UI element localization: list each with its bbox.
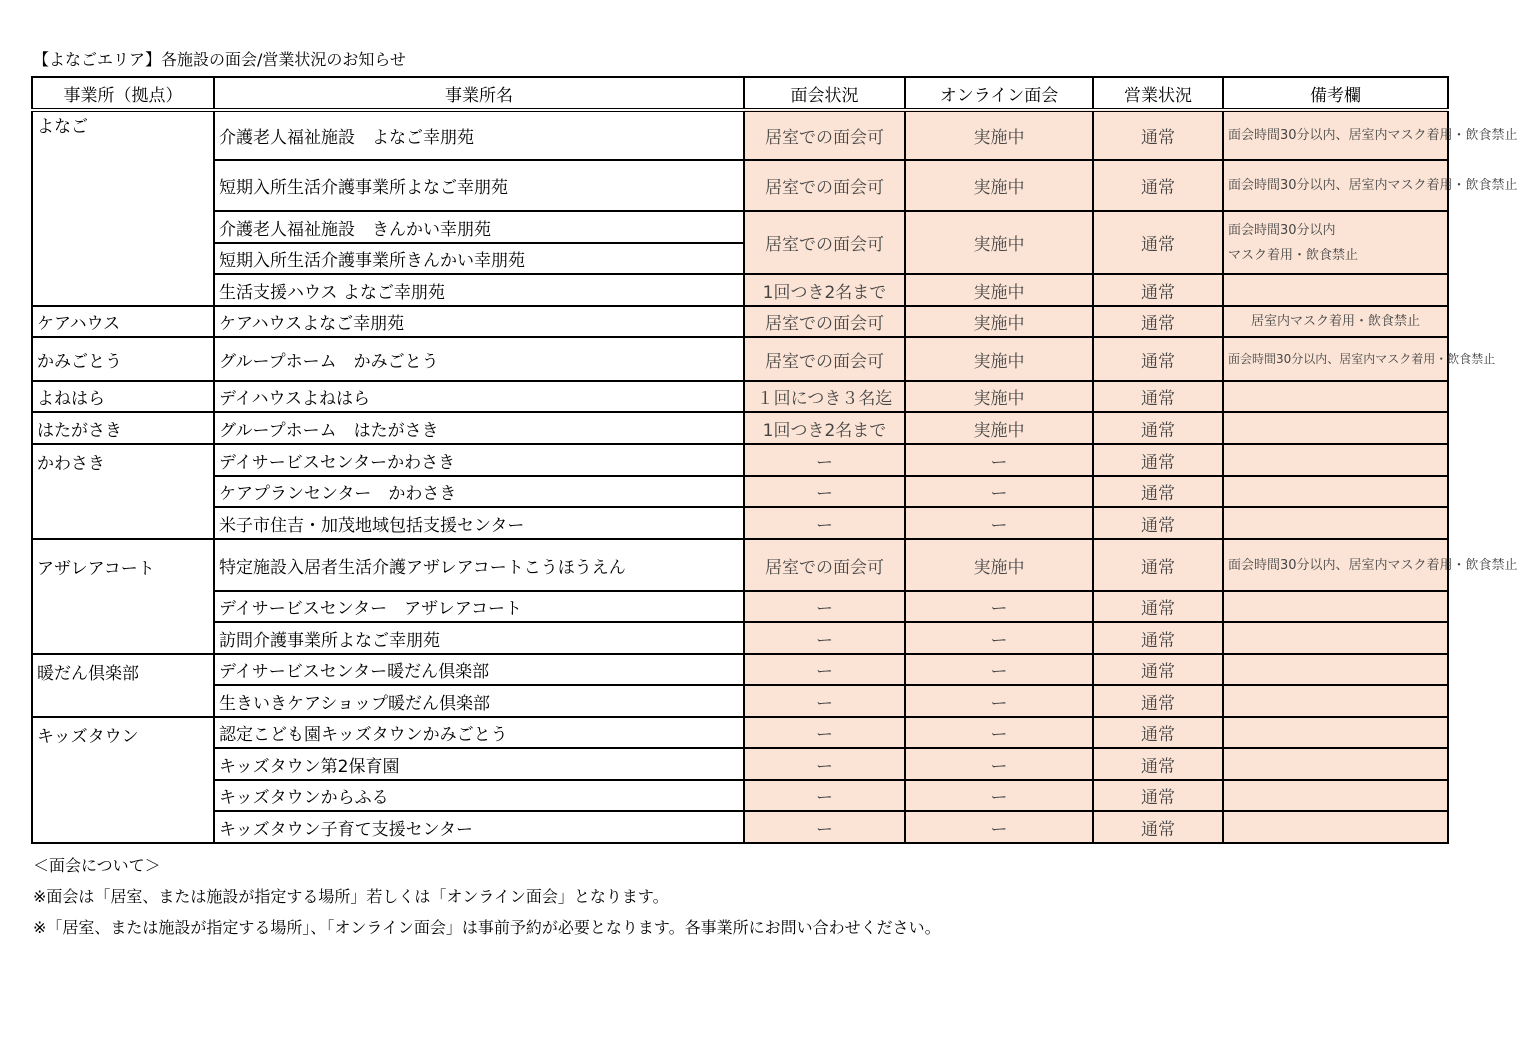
business-cell: 通常 [1093, 685, 1223, 717]
business-cell: 通常 [1093, 476, 1223, 507]
base-cell: よなご [32, 110, 214, 306]
notes-line: ※面会は「居室、または施設が指定する場所」若しくは「オンライン面会」となります。 [33, 887, 669, 906]
remarks-cell: 面会時間30分以内、居室内マスク着用・飲食禁止 [1223, 539, 1448, 591]
table-row [32, 306, 1448, 337]
table-row [32, 110, 1448, 160]
facility-cell: ケアハウスよなご幸朋苑 [214, 306, 744, 337]
online-cell: ー [905, 717, 1093, 748]
visit-cell: ー [744, 476, 905, 507]
remarks-cell [1223, 211, 1448, 274]
header-online: オンライン面会 [905, 77, 1093, 110]
remarks-cell [1223, 412, 1448, 444]
online-cell: 実施中 [905, 412, 1093, 444]
visit-cell: ー [744, 444, 905, 476]
visit-cell: 居室での面会可 [744, 160, 905, 211]
remarks-cell [1223, 507, 1448, 539]
visit-cell: ー [744, 654, 905, 685]
online-cell: ー [905, 476, 1093, 507]
visit-notes [33, 850, 941, 943]
business-cell: 通常 [1093, 811, 1223, 843]
business-cell: 通常 [1093, 444, 1223, 476]
remarks-cell [1223, 381, 1448, 412]
notes-heading: ＜面会について＞ [33, 856, 161, 875]
online-cell: ー [905, 685, 1093, 717]
base-cell: アザレアコート [32, 539, 214, 654]
facility-cell: 特定施設入居者生活介護アザレアコートこうほうえん [214, 539, 744, 591]
facility-cell: 米子市住吉・加茂地域包括支援センター [214, 507, 744, 539]
business-cell: 通常 [1093, 507, 1223, 539]
table-row [32, 622, 1448, 654]
header-business: 営業状況 [1093, 77, 1223, 110]
base-cell: はたがさき [32, 412, 214, 444]
business-cell: 通常 [1093, 717, 1223, 748]
remarks-cell [1223, 476, 1448, 507]
remarks-cell [1223, 748, 1448, 780]
online-cell: ー [905, 591, 1093, 622]
table-row [32, 748, 1448, 780]
visit-cell: 1回つき2名まで [744, 274, 905, 306]
visit-cell: 居室での面会可 [744, 337, 905, 381]
visit-cell: ー [744, 622, 905, 654]
remarks-cell [1223, 717, 1448, 748]
table-row [32, 337, 1448, 381]
table-row [32, 274, 1448, 306]
visit-cell: 1回つき2名まで [744, 412, 905, 444]
table-row [32, 412, 1448, 444]
remarks-line: 面会時間30分以内 [1228, 222, 1336, 238]
visit-cell: ー [744, 811, 905, 843]
facility-cell: 生きいきケアショップ暖だん倶楽部 [214, 685, 744, 717]
header-base: 事業所（拠点） [32, 77, 214, 110]
facility-cell: デイサービスセンターかわさき [214, 444, 744, 476]
online-cell: 実施中 [905, 274, 1093, 306]
business-cell: 通常 [1093, 337, 1223, 381]
remarks-cell: 居室内マスク着用・飲食禁止 [1223, 306, 1448, 337]
visit-cell: １回につき３名迄 [744, 381, 905, 412]
facility-status-table [31, 76, 1518, 844]
online-cell: 実施中 [905, 337, 1093, 381]
online-cell: ー [905, 748, 1093, 780]
facility-cell: キッズタウン子育て支援センター [214, 811, 744, 843]
base-cell: かわさき [32, 444, 214, 539]
table-row [32, 591, 1448, 622]
remarks-cell: 面会時間30分以内、居室内マスク着用・飲食禁止 [1223, 160, 1448, 211]
document-title: 【よなごエリア】各施設の面会/営業状況のお知らせ [33, 50, 406, 69]
header-facility: 事業所名 [214, 77, 744, 110]
facility-cell: デイサービスセンター アザレアコート [214, 591, 744, 622]
facility-cell: 訪問介護事業所よなご幸朋苑 [214, 622, 744, 654]
remarks-cell: 面会時間30分以内、居室内マスク着用・飲食禁止 [1223, 110, 1448, 160]
table-row [32, 717, 1448, 748]
online-cell: 実施中 [905, 381, 1093, 412]
base-cell: ケアハウス [32, 306, 214, 337]
header-visit: 面会状況 [744, 77, 905, 110]
visit-cell: ー [744, 748, 905, 780]
visit-cell: 居室での面会可 [744, 110, 905, 160]
table-row [32, 381, 1448, 412]
facility-cell: 認定こども園キッズタウンかみごとう [214, 717, 744, 748]
business-cell: 通常 [1093, 622, 1223, 654]
facility-cell: 生活支援ハウス よなご幸朋苑 [214, 274, 744, 306]
business-cell: 通常 [1093, 274, 1223, 306]
facility-cell: 短期入所生活介護事業所よなご幸朋苑 [214, 160, 744, 211]
base-cell: キッズタウン [32, 717, 214, 843]
online-cell: 実施中 [905, 211, 1093, 274]
online-cell: ー [905, 622, 1093, 654]
table-row [32, 539, 1448, 591]
visit-cell: ー [744, 507, 905, 539]
table-row [32, 160, 1448, 211]
facility-cell: デイサービスセンター暖だん倶楽部 [214, 654, 744, 685]
notes-line: ※「居室、または施設が指定する場所」、「オンライン面会」は事前予約が必要となります。各事業所にお問い合わせください。 [33, 918, 941, 937]
visit-cell: ー [744, 591, 905, 622]
remarks-cell [1223, 622, 1448, 654]
business-cell: 通常 [1093, 306, 1223, 337]
remarks-cell [1223, 811, 1448, 843]
online-cell: 実施中 [905, 160, 1093, 211]
visit-cell: ー [744, 717, 905, 748]
table-row [32, 476, 1448, 507]
facility-cell: キッズタウンからふる [214, 780, 744, 811]
facility-cell: グループホーム はたがさき [214, 412, 744, 444]
business-cell: 通常 [1093, 591, 1223, 622]
base-cell: かみごとう [32, 337, 214, 381]
online-cell: ー [905, 507, 1093, 539]
header-remarks: 備考欄 [1223, 77, 1448, 110]
remarks-cell [1223, 444, 1448, 476]
business-cell: 通常 [1093, 539, 1223, 591]
facility-cell: デイハウスよねはら [214, 381, 744, 412]
visit-cell: 居室での面会可 [744, 306, 905, 337]
table-header-row [32, 77, 1448, 110]
facility-cell: 介護老人福祉施設 きんかい幸朋苑 [214, 211, 744, 243]
business-cell: 通常 [1093, 110, 1223, 160]
online-cell: 実施中 [905, 110, 1093, 160]
table-row [32, 507, 1448, 539]
visit-cell: 居室での面会可 [744, 539, 905, 591]
online-cell: ー [905, 444, 1093, 476]
remarks-cell [1223, 654, 1448, 685]
remarks-cell [1223, 780, 1448, 811]
remarks-cell [1223, 591, 1448, 622]
business-cell: 通常 [1093, 654, 1223, 685]
facility-cell: キッズタウン第2保育園 [214, 748, 744, 780]
facility-cell: グループホーム かみごとう [214, 337, 744, 381]
base-cell: 暖だん倶楽部 [32, 654, 214, 717]
table-row [32, 444, 1448, 476]
facility-cell: ケアプランセンター かわさき [214, 476, 744, 507]
table-row [32, 211, 1448, 243]
online-cell: ー [905, 654, 1093, 685]
facility-cell: 介護老人福祉施設 よなご幸朋苑 [214, 110, 744, 160]
online-cell: ー [905, 811, 1093, 843]
business-cell: 通常 [1093, 780, 1223, 811]
table-row [32, 780, 1448, 811]
business-cell: 通常 [1093, 160, 1223, 211]
online-cell: 実施中 [905, 539, 1093, 591]
online-cell: 実施中 [905, 306, 1093, 337]
business-cell: 通常 [1093, 412, 1223, 444]
visit-cell: ー [744, 780, 905, 811]
business-cell: 通常 [1093, 211, 1223, 274]
visit-cell: ー [744, 685, 905, 717]
remarks-cell [1223, 685, 1448, 717]
table-row [32, 685, 1448, 717]
table-row [32, 654, 1448, 685]
base-cell: よねはら [32, 381, 214, 412]
remarks-cell [1223, 274, 1448, 306]
online-cell: ー [905, 780, 1093, 811]
business-cell: 通常 [1093, 748, 1223, 780]
remarks-cell: 面会時間30分以内、居室内マスク着用・飲食禁止 [1223, 337, 1448, 381]
visit-cell: 居室での面会可 [744, 211, 905, 274]
remarks-line: マスク着用・飲食禁止 [1228, 247, 1359, 263]
business-cell: 通常 [1093, 381, 1223, 412]
table-row [32, 811, 1448, 843]
facility-cell: 短期入所生活介護事業所きんかい幸朋苑 [214, 243, 744, 274]
